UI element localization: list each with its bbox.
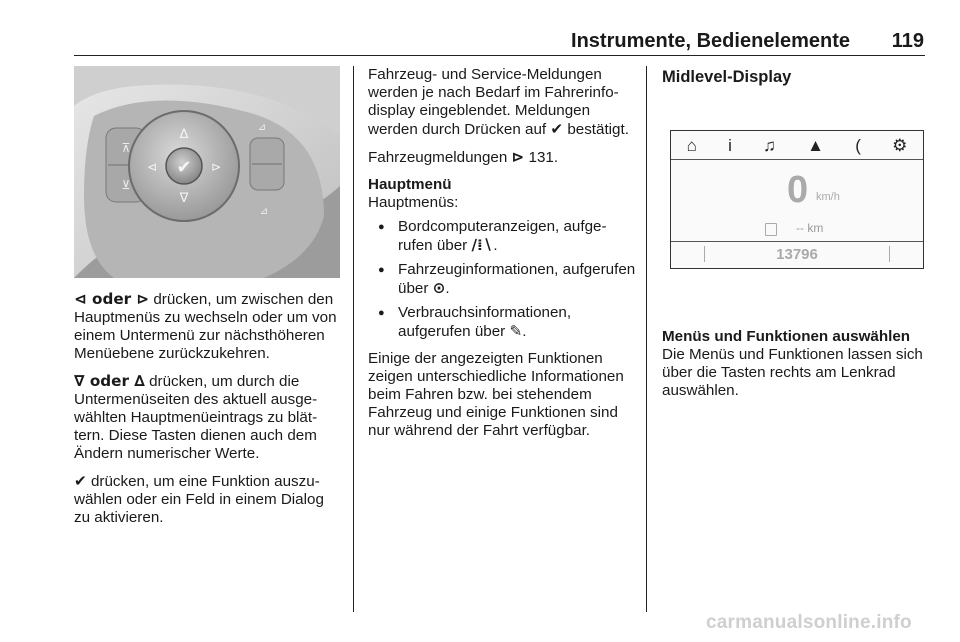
paragraph-functions-note: Einige der angezeigten Funktionen zeigen unterschiedliche Informationen beim Fahren bzw. bei stehendem Fahrzeug und einige Funktionen sind nur während der Fahrt verfügbar. (368, 350, 624, 439)
home-icon: ⌂ (686, 136, 697, 155)
navigation-icon: ▲ (807, 136, 824, 155)
section-heading-midlevel-display: Midlevel-Display (662, 68, 792, 86)
chapter-title: Instrumente, Bedienelemente (571, 30, 850, 52)
svg-text:⊿: ⊿ (257, 122, 267, 133)
reference-arrow-icon: ⊳ (511, 148, 525, 166)
paragraph-text: drücken, um eine Funktion auszuwählen oder ein Feld in einem Dialog zu aktivieren. (74, 473, 324, 526)
svg-text:⊿: ⊿ (259, 206, 269, 217)
svg-text:∇: ∇ (179, 191, 189, 206)
main-menu-list (368, 218, 636, 341)
list-item (368, 261, 636, 298)
column-middle (368, 66, 636, 449)
info-icon: i (728, 136, 732, 155)
display-menu-icons (671, 135, 923, 157)
phone-icon: ( (855, 136, 861, 155)
svg-text:⊻: ⊻ (121, 178, 131, 192)
display-odometer: 13796 (776, 246, 818, 263)
svg-text:⊲: ⊲ (146, 160, 158, 174)
svg-text:✔: ✔ (176, 157, 192, 178)
list-item-end: . (445, 280, 450, 297)
settings-icon: ⚙ (892, 136, 908, 155)
checkmark-icon: ✔ (550, 120, 564, 138)
display-range: -- km (796, 221, 824, 235)
list-item-text: Verbrauchsinformationen, aufgerufen über (398, 304, 572, 340)
list-item (368, 304, 636, 341)
section-heading-select-menus: Menüs und Funktionen auswählen (662, 328, 911, 345)
trip-computer-icon: ∕⁞∖ (471, 236, 494, 254)
column-divider-2 (646, 66, 647, 612)
column-divider-1 (353, 66, 354, 612)
svg-text:⊼: ⊼ (121, 141, 131, 155)
up-down-keys-symbol: ∇ oder ∆ (74, 372, 145, 390)
paragraph-cross-reference (368, 148, 636, 167)
display-speed: 0 (787, 169, 809, 211)
eco-leaf-icon: ✎ (509, 322, 523, 340)
paragraph-select-menus: Die Menüs und Funktionen lassen sich über die Tasten rechts am Lenkrad auswählen. (662, 346, 923, 399)
fuel-pump-icon (765, 223, 777, 236)
watermark-brand: carmanualsonline.info (706, 612, 912, 633)
paragraph-text: bestätigt. (563, 121, 629, 138)
display-odometer-bar (671, 241, 923, 268)
display-speed-unit: km/h (816, 191, 840, 203)
list-item-end: . (493, 237, 498, 254)
page-reference: 131. (524, 149, 559, 166)
main-menu-intro: Hauptmenüs: (368, 194, 459, 211)
page-number: 119 (891, 30, 924, 52)
column-right-lower (662, 328, 926, 409)
display-divider (671, 159, 923, 160)
svg-text:∆: ∆ (179, 127, 189, 142)
header-divider (74, 55, 925, 56)
paragraph-text: Fahrzeug- und Service-Meldungen werden je nach Bedarf im Fahrerinfodisplay eingeblendet. Meldungen werden durch Drücken auf (368, 66, 619, 138)
paragraph-up-down-keys (74, 372, 342, 463)
list-item (368, 218, 636, 255)
paragraph-messages (368, 66, 636, 139)
list-item-text: Bordcomputeranzeigen, aufgerufen über (398, 218, 607, 254)
vehicle-info-icon: ⊙ (432, 279, 446, 297)
paragraph-left-right-keys (74, 290, 342, 363)
paragraph-ok-key (74, 472, 342, 527)
odometer-tick-right (889, 246, 890, 262)
steering-wheel-controls-photo (74, 66, 340, 278)
checkmark-icon: ✔ (74, 472, 87, 490)
list-item-text: Fahrzeuginformationen, aufgerufen über (398, 261, 636, 297)
column-right (662, 66, 926, 86)
music-icon: ♫ (763, 136, 776, 155)
svg-text:⊳: ⊳ (210, 160, 222, 174)
midlevel-display-illustration (670, 130, 924, 269)
paragraph-text: drücken, um durch die Untermenüseiten des aktuell ausgewählten Hauptmenüeintrags zu blättern. Diese Tasten dienen auch dem Ändern numerischer Werte. (74, 373, 318, 462)
column-left (74, 290, 342, 536)
list-item-end: . (522, 323, 527, 340)
paragraph-text: Fahrzeugmeldungen (368, 149, 512, 166)
left-right-keys-symbol: ⊲ oder ⊳ (74, 290, 150, 308)
paragraph-text: drücken, um zwischen den Hauptmenüs zu wechseln oder um von einem Untermenü zur nächsthöheren Menüebene zurückzukehren. (74, 291, 337, 362)
section-heading-main-menu: Hauptmenü (368, 176, 452, 193)
